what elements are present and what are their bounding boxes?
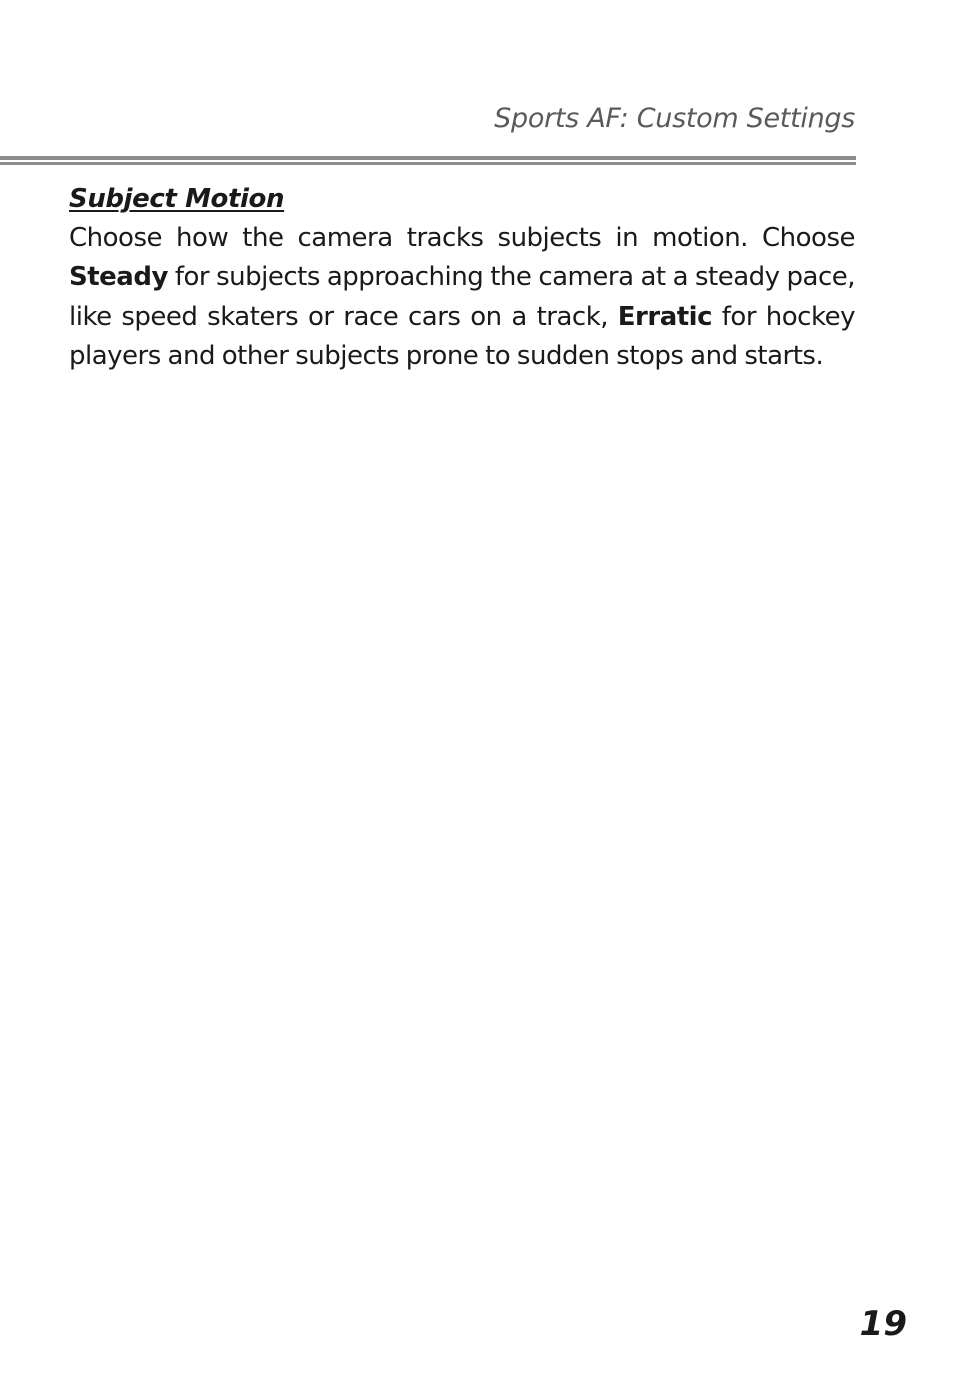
section-paragraph (69, 219, 855, 376)
header-rule (0, 156, 856, 166)
option-steady: Steady (69, 262, 168, 293)
header-rule-top-line (0, 156, 856, 160)
paragraph-text-2: for subjects approaching the camera at a steady pace, like speed skaters or race cars on a track, (69, 262, 855, 332)
option-erratic: Erratic (617, 301, 712, 332)
section-heading: Subject Motion (69, 184, 285, 214)
header-rule-bottom-line (0, 162, 856, 165)
paragraph-text-3: for hockey players and other subjects prone to sudden stops and starts. (69, 301, 855, 371)
paragraph-text-1: Choose how the camera tracks subjects in motion. Choose (69, 223, 855, 253)
page-number: 19 (859, 1304, 907, 1344)
section-subject-motion (69, 180, 855, 376)
running-header-title: Sports AF: Custom Settings (494, 103, 855, 134)
